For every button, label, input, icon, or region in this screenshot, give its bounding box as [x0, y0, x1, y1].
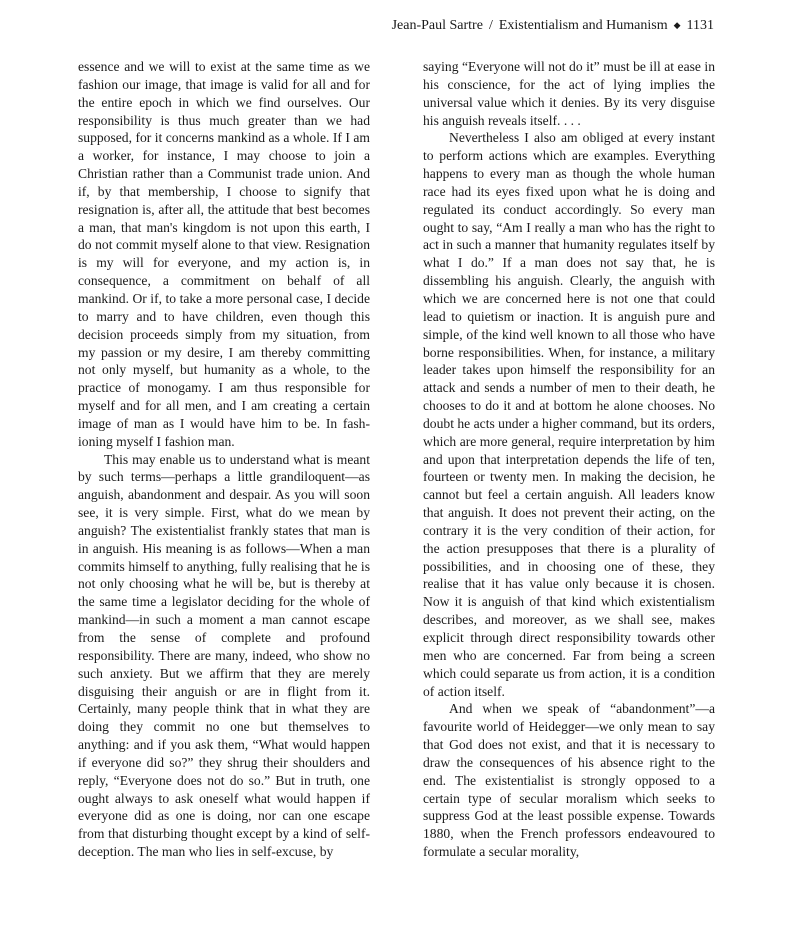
paragraph: Nevertheless I also am obliged at every instant to perform actions which are examples. Everything happens to every man as though the whole human race had its eyes fixed upon what he is doing and regulated its conduct accordingly. So every man ought to say, “Am I really a man who has the right to act in such a manner that humanity regulates itself by what I do.” If a man does not say that, he is dissembling his anguish. Clearly, the anguish with which we are concerned here is not one that could lead to quietism or inaction. It is anguish pure and simple, of the kind well known to all those who have borne responsibilities. When, for instance, a military leader takes upon himself the responsibility for an attack and sends a number of men to their death, he chooses to do it and at bottom he alone chooses. No doubt he acts under a higher command, but its orders, which are more general, require interpretation by him and upon that interpretation depends the life of ten, fourteen or twenty men. In making the decision, he cannot but feel a certain anguish. All leaders know that anguish. It does not prevent their acting, on the contrary it is the very condition of their action, for the action presupposes that there is a plurality of possibilities, and in choosing one of these, they realise that it has value only because it is chosen. Now it is anguish of that kind which existentialism describes, and moreover, as we shall see, makes explicit through direct responsibility towards other men who are concerned. Far from being a screen which could separate us from action, it is a condition of action itself.	[423, 130, 715, 699]
header-author: Jean-Paul Sartre	[391, 18, 483, 33]
page-number: 1131	[686, 18, 714, 33]
paragraph: And when we speak of “abandonment”—a favourite world of Heidegger—we only mean to say that God does not exist, and that it is necessary to draw the consequences of his absence right to the end. The existentialist is strongly opposed to a certain type of secular moralism which seeks to suppress God at the least possible expense. Towards 1880, when the French professors endeavoured to formulate a secular morality,	[423, 701, 715, 860]
right-column	[423, 58, 715, 861]
running-header	[392, 16, 714, 36]
paragraph: This may enable us to understand what is meant by such terms—perhaps a little grandiloquent—as anguish, abandonment and despair. As you will soon see, it is very simple. First, what do we mean by anguish? The existentialist frankly states that man is in anguish. His meaning is as follows—When a man commits himself to anything, fully realising that he is not only choosing what he will be, but is thereby at the same time a legislator deciding for the whole of mankind—in such a moment a man cannot escape from the sense of complete and profound responsibility. There are many, indeed, who show no such anxiety. But we affirm that they are merely disguising their anguish or are in flight from it. Certainly, many people think that in what they are doing they commit no one but themselves to anything: and if you ask them, “What would happen if everyone did so?” they shrug their shoulders and reply, “Everyone does not do so.” But in truth, one ought always to ask oneself what would happen if everyone did as one is doing, nor can one escape from that disturbing thought except by a kind of self-deception. The man who lies in self-excuse, by	[78, 451, 370, 860]
left-column	[78, 58, 370, 861]
paragraph: saying “Everyone will not do it” must be ill at ease in his conscience, for the act of lying implies the universal value which it denies. By its very disguise his anguish reveals itself. . . .	[423, 59, 715, 128]
diamond-ornament-icon: ◆	[673, 20, 681, 30]
paragraph: essence and we will to exist at the same time as we fashion our image, that image is valid for all and for the entire epoch in which we find ourselves. Our responsibility is thus much greater than we had supposed, for it concerns mankind as a whole. If I am a worker, for instance, I may choose to join a Christian rather than a Communist trade union. And if, by that membership, I choose to signify that resignation is, after all, the attitude that best becomes a man, that man's kingdom is not upon this earth, I do not commit myself alone to that view. Resignation is my will for everyone, and my action is, in consequence, a commitment on behalf of all mankind. Or if, to take a more personal case, I decide to marry and to have children, even though this decision proceeds simply from my situation, from my passion or my desire, I am thereby committing not only myself, but humanity as a whole, to the practice of monogamy. I am thus responsible for myself and for all men, and I am creating a certain image of man as I would have him to be. In fashioning myself I fashion man.	[78, 59, 370, 449]
header-title: Existentialism and Humanism	[498, 18, 668, 33]
header-separator: /	[488, 18, 493, 33]
